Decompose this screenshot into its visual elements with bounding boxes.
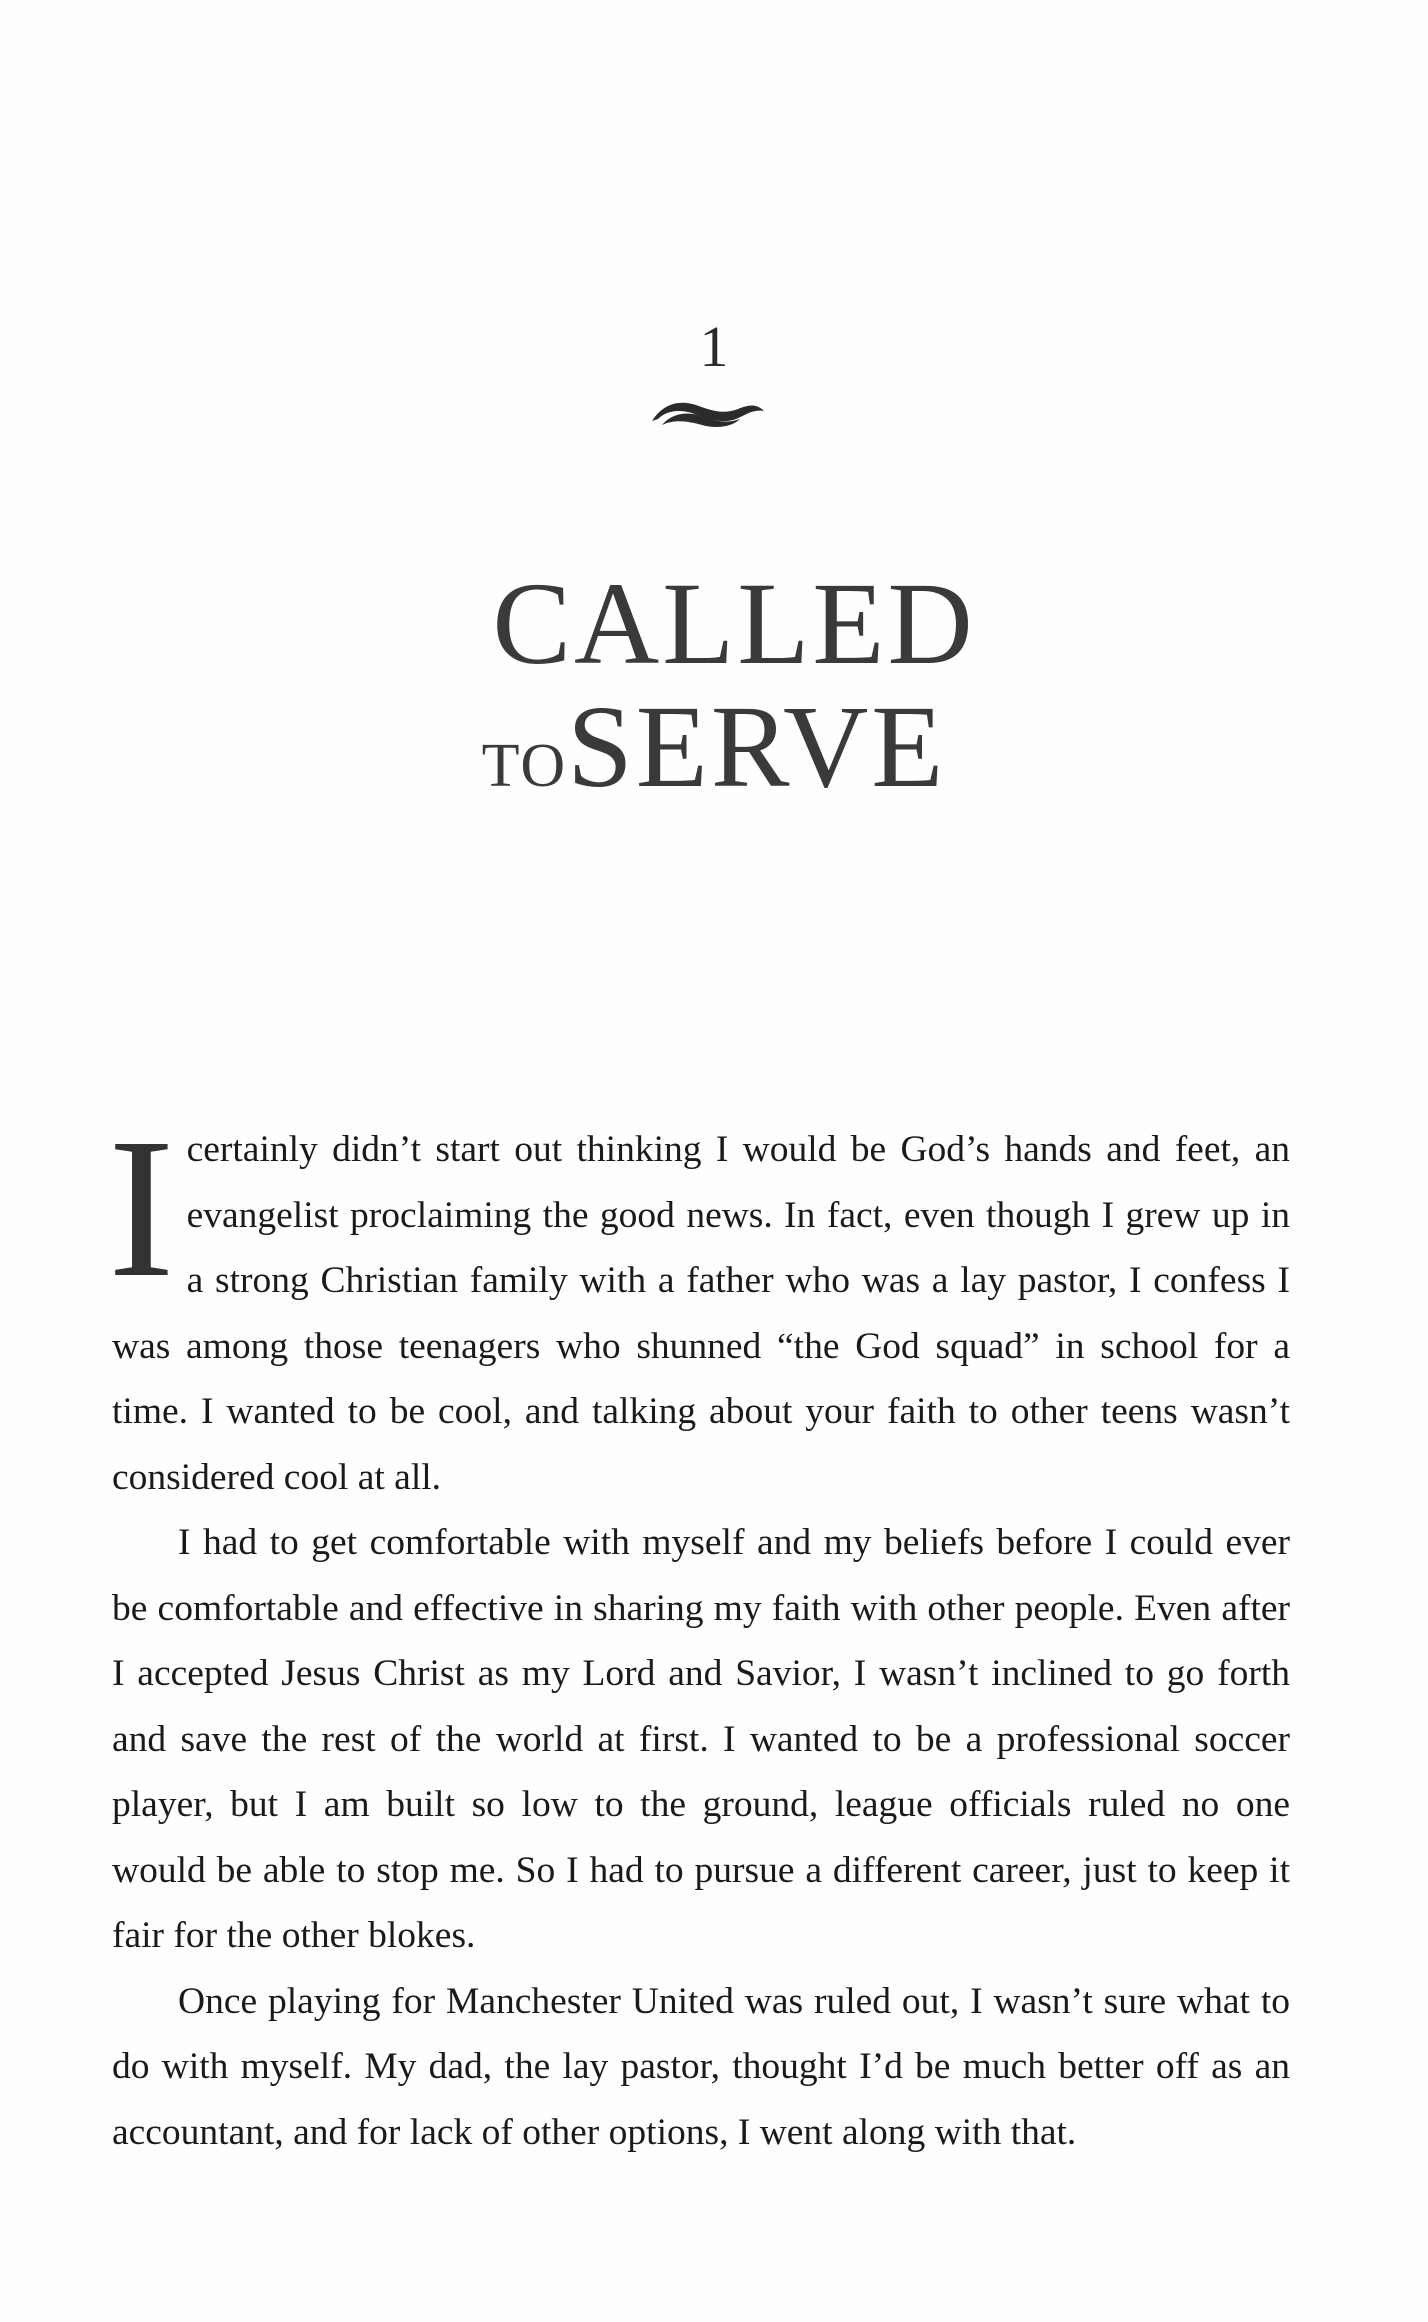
paragraph: Once playing for Manchester United was ruled out, I wasn’t sure what to do with myself. My dad, the lay pastor, thought I’d be much better off as an accountant, and for lack of other options, I went along with that.: [112, 1980, 1290, 2153]
chapter-number: 1: [699, 314, 729, 379]
wave-ornament-icon: [648, 385, 768, 429]
paragraph-first: [108, 1098, 1290, 1510]
chapter-title-to: TO: [481, 732, 568, 800]
paragraph: I had to get comfortable with myself and my beliefs before I could ever be comfortable and effective in sharing my faith with other people. Even after I accepted Jesus Christ as my Lord and Savior, I wasn’t inclined to go forth and save the rest of the world at first. I wanted to be a professional soccer player, but I am built so low to the ground, league officials ruled no one would be able to stop me. So I had to pursue a different career, just to keep it fair for the other blokes.: [112, 1522, 1290, 1956]
drop-cap: I: [108, 1098, 175, 1319]
chapter-title-serve: SERVE: [567, 681, 947, 812]
body-text: [108, 1098, 1290, 2165]
chapter-title-line1: CALLED: [492, 558, 976, 689]
chapter-title-line2: [0, 681, 1428, 841]
paragraph-text: certainly didn’t start out thinking I would be God’s hands and feet, an evangelist proclaiming the good news. In fact, even though I grew up in a strong Christian family with a father who was a lay pastor, I confess I was among those teenagers who shunned “the God squad” in school for a time. I wanted to be cool, and talking about your faith to other teens wasn’t considered cool at all.: [112, 1129, 1290, 1498]
